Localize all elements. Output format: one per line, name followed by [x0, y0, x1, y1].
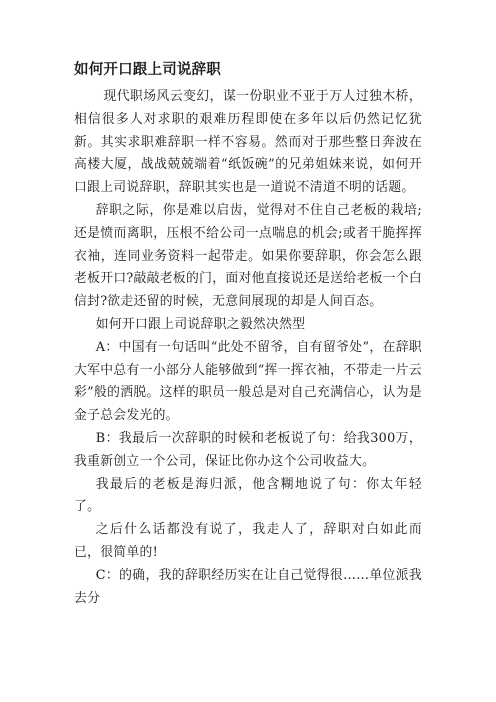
- paragraph-case-c: C：的确，我的辞职经历实在让自己觉得很……单位派我去分: [74, 567, 422, 606]
- document-title: 如何开口跟上司说辞职: [74, 62, 221, 78]
- document-page: [74, 60, 422, 610]
- paragraph-aftermath: 之后什么话都没有说了，我走人了，辞职对白如此而已，很简单的!: [74, 522, 422, 560]
- paragraph-case-b: B：我最后一次辞职的时候和老板说了句：给我300万，我重新创立一个公司，保证比你办这个公司收益大。: [74, 430, 422, 469]
- section-heading-decisive-type: 如何开口跟上司说辞职之毅然决然型: [95, 316, 306, 332]
- paragraph-resign-dilemma: 辞职之际，你是难以启齿，觉得对不住自己老板的栽培;还是愤而离职，压根不给公司一点喘息的机会;或者干脆挥挥衣袖，连同业务资料一起带走。如果你要辞职，你会怎么跟老板开口?敲敲老板的门，面对他直接说还是送给老板一个白信封?欲走还留的时候，无意间展现的却是人间百态。: [74, 202, 422, 310]
- paragraph-intro: 现代职场风云变幻，谋一份职业不亚于万人过独木桥，相信很多人对求职的艰难历程即使在多年以后仍然记忆犹新。其实求职难辞职一样不容易。然而对于那些整日奔波在高楼大厦，战战兢兢端着“纸饭碗”的兄弟姐妹来说，如何开口跟上司说辞职，辞职其实也是一道说不清道不明的话题。: [74, 89, 422, 196]
- paragraph-case-a: A：中国有一句话叫“此处不留爷，自有留爷处”，在辞职大军中总有一小部分人能够做到“挥一挥衣袖，不带走一片云彩”般的洒脱。这样的职员一般总是对自己充满信心，认为是金子总会发光的。: [74, 339, 422, 424]
- paragraph-boss-reply: 我最后的老板是海归派，他含糊地说了句：你太年轻了。: [74, 476, 422, 515]
